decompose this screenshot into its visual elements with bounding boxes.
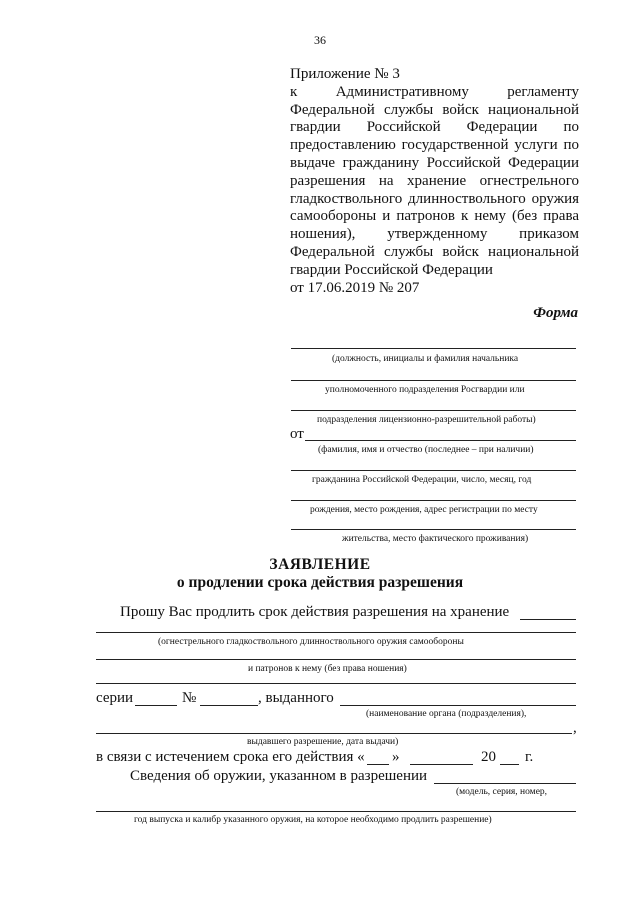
expiry-text: в связи с истечением срока его действия « [96,749,365,765]
document-subtitle: о продлении срока действия разрешения [176,574,464,591]
recipient-line-3[interactable] [291,410,576,411]
appendix-line: Федеральной службы войск национальной [290,101,579,118]
applicant-line-1[interactable] [305,440,576,441]
blank-line[interactable] [96,683,576,684]
weapon-model-caption: (модель, серия, номер, [456,787,548,797]
appendix-line: к Административному регламенту [290,83,579,100]
request-text: Прошу Вас продлить срок действия разрешения на хранение [120,604,510,620]
weapon-info-text: Сведения об оружии, указанном в разрешении [130,768,428,784]
recipient-caption-2: уполномоченного подразделения Росгвардии или [325,385,525,395]
recipient-line-2[interactable] [291,380,576,381]
form-label: Форма [533,305,578,321]
expiry-quote-close: » [392,749,400,765]
issuer-line-comma: , [573,720,577,736]
applicant-line-4[interactable] [291,529,576,530]
year-suffix: г. [525,749,534,765]
applicant-caption-4: жительства, место фактического проживания) [342,534,529,544]
applicant-line-3[interactable] [291,500,576,501]
number-field[interactable] [200,705,258,706]
appendix-line: предоставлению государственной услуги по [290,137,579,154]
recipient-line-1[interactable] [291,348,576,349]
ammo-caption: и патронов к нему (без права ношения) [248,664,407,674]
appendix-line: Приложение № 3 [290,66,400,82]
applicant-line-2[interactable] [291,470,576,471]
expiry-month-field[interactable] [410,764,473,765]
recipient-caption-1: (должность, инициалы и фамилия начальника [332,354,519,364]
appendix-line: от 17.06.2019 № 207 [290,279,420,296]
series-label: серии [96,690,134,706]
weapon-details-line[interactable] [96,811,576,812]
expiry-day-field[interactable] [367,764,389,765]
appendix-line: гвардии Российской Федерации по [290,119,579,136]
series-field[interactable] [135,705,177,706]
applicant-caption-3: рождения, место рождения, адрес регистрации по месту [310,505,538,515]
weapon-type-line[interactable] [96,632,576,633]
issued-label: , выданного [258,690,334,706]
authority-caption: (наименование органа (подразделения), [366,709,527,719]
appendix-line: Федеральной службы войск национальной [290,243,579,260]
issuer-caption: выдавшего разрешение, дата выдачи) [247,737,399,747]
appendix-line: самообороны и патронов к нему (без права [290,208,579,225]
number-label: № [182,690,197,706]
issuer-line[interactable] [96,733,572,734]
appendix-line: разрешения на хранение огнестрельного [290,172,579,189]
document-title: ЗАЯВЛЕНИЕ [269,556,371,573]
storage-field[interactable] [520,619,576,620]
appendix-block [290,66,579,297]
appendix-line: ношения), утвержденному приказом [290,226,579,243]
applicant-caption-2: гражданина Российской Федерации, число, месяц, год [312,475,532,485]
authority-field[interactable] [340,705,576,706]
ammo-line[interactable] [96,659,576,660]
applicant-caption-1: (фамилия, имя и отчество (последнее – при наличии) [318,445,534,455]
weapon-details-caption: год выпуска и калибр указанного оружия, на которое необходимо продлить разрешение) [134,815,492,825]
appendix-line: выдаче гражданину Российской Федерации [290,154,579,171]
recipient-caption-3: подразделения лицензионно-разрешительной работы) [317,415,536,425]
page-number: 36 [314,33,326,47]
weapon-type-caption: (огнестрельного гладкоствольного длинноствольного оружия самообороны [158,637,464,647]
appendix-line: гвардии Российской Федерации [290,261,493,278]
weapon-model-field[interactable] [434,783,576,784]
appendix-line: гладкоствольного длинноствольного оружия [290,190,579,207]
year-prefix: 20 [481,749,496,765]
from-label: от [290,426,304,442]
expiry-year-field[interactable] [500,764,519,765]
